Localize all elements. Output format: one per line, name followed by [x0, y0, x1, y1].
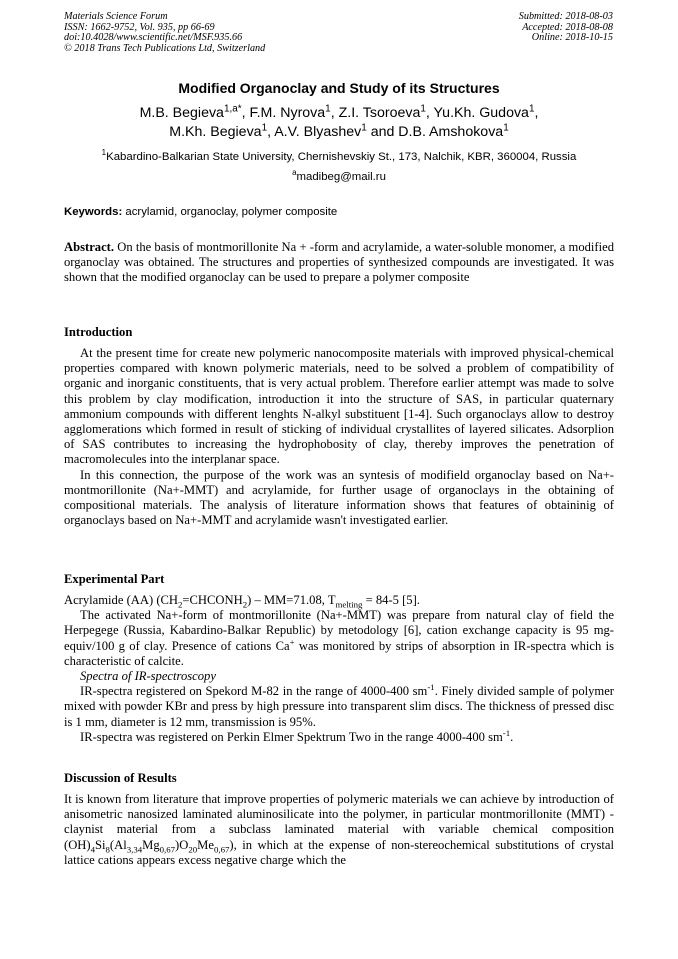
superscript: -1	[427, 682, 435, 693]
author-name: and D.B. Amshokova	[366, 124, 504, 140]
author-sup: 1	[503, 122, 509, 134]
introduction-paragraph-2: In this connection, the purpose of the work was an syntesis of modifield organoclay based on Na+-montmorillonite (Na+-MMT) and acrylamide, for further usage of organoclays in the obtaining of compositional materials. The analysis of literature information shows that features of obtaininig of organoclays based on Na+-MMT and acrylamide wasn't investigated earlier.	[64, 467, 614, 528]
affiliation-sup: 1	[101, 148, 107, 158]
author-sup: 1,a*	[223, 103, 242, 115]
affiliation-text: Kabardino-Balkarian State University, Chernishevskiy St., 173, Nalchik, KBR, 360004, Russia	[106, 151, 577, 163]
text-run: ), in which at the expense of non-stereochemical substitutions of crystal lattice cations appears excess negative charge which the	[64, 837, 614, 867]
paper-title: Modified Organoclay and Study of its Structures	[178, 80, 500, 96]
introduction-heading: Introduction	[64, 325, 133, 339]
author-sup: 1	[325, 103, 331, 115]
author-separator: ,	[534, 105, 539, 121]
subscript: 2	[178, 599, 183, 610]
superscript: +	[289, 636, 295, 647]
affiliation	[40, 148, 638, 163]
ir-paragraph-2	[64, 727, 614, 745]
author-sup: 1	[528, 103, 535, 115]
text-run: Mg	[142, 837, 160, 852]
author-sup: 1	[261, 122, 268, 134]
text-run: ) – MM=71.08, T	[247, 593, 336, 607]
author-name: M.Kh. Begieva	[169, 124, 262, 140]
discussion-paragraph	[64, 792, 614, 868]
author-name: M.B. Begieva	[139, 105, 224, 121]
abstract-text: On the basis of montmorillonite Na + -form and acrylamide, a water-soluble monomer, a modified organoclay was obtained. The structures and properties of synthesized compounds are investigated. It was shown that the modified organoclay can be used to prepare a polymer composite	[64, 240, 614, 285]
experimental-body	[64, 593, 614, 745]
text-run: = 84-5 [5].	[362, 593, 420, 607]
text-run: It is known from literature that improve properties of polymeric materials we can achieve by introduction of anisometric nanosized laminated aluminosilicate into the polymer, in particular montmorillonite (MMT) - claynist material from a subclass laminated material with variable chemical composition (OH)	[64, 792, 614, 852]
subscript: melting	[335, 599, 363, 610]
keywords-label: Keywords:	[64, 206, 123, 218]
experimental-heading: Experimental Part	[64, 572, 165, 586]
discussion-body	[64, 792, 614, 868]
acrylamide-line	[64, 593, 614, 608]
doi-line: doi:10.4028/www.scientific.net/MSF.935.66	[64, 32, 243, 44]
subscript: 0,67	[159, 844, 176, 855]
keywords	[64, 206, 616, 218]
discussion-heading: Discussion of Results	[64, 771, 177, 785]
author-email	[40, 168, 638, 183]
author-list	[40, 104, 638, 142]
introduction-body	[64, 346, 614, 528]
text-run: IR-spectra registered on Spekord M-82 in the range of 4000-400 sm	[80, 684, 428, 699]
ir-paragraph-1	[64, 684, 614, 730]
journal-name: Materials Science Forum	[64, 11, 168, 22]
text-run: was monitored by strips of absorption in IR-spectra which is characteristic of calcite.	[64, 638, 614, 668]
author-sup: 1	[361, 122, 367, 134]
email-sup: a	[292, 168, 297, 178]
author-name: , F.M. Nyrova	[241, 105, 326, 121]
online-date: Online: 2018-10-15	[531, 32, 613, 44]
text-run: .	[510, 729, 514, 744]
author-sup: 1	[420, 103, 426, 115]
text-run: Me	[197, 837, 214, 852]
subscript: 8	[105, 844, 110, 855]
accepted-date: Accepted: 2018-08-08	[522, 21, 613, 33]
abstract-label: Abstract.	[64, 240, 115, 254]
submitted-date: Submitted: 2018-08-03	[518, 11, 613, 22]
journal-info	[64, 12, 265, 54]
abstract	[64, 240, 614, 286]
text-run: . Finely divided sample of polymer mixed with powder KBr and press by high pressure into transparent slim discs. The thickness of pressed disc is 1 mm, diameter is 12 mm, transmission is 95%.	[64, 684, 614, 729]
ir-subheading: Spectra of IR-spectroscopy	[80, 669, 216, 684]
text-run: =CHCONH	[182, 593, 243, 607]
text-run: )O	[175, 837, 189, 852]
author-name: , Z.I. Tsoroeva	[330, 105, 421, 121]
keywords-text: acrylamid, organoclay, polymer composite	[122, 206, 338, 218]
subscript: 20	[188, 844, 198, 855]
text-run: Acrylamide (AA) (CH	[64, 593, 179, 607]
subscript: 0,67	[213, 844, 230, 855]
subscript: 4	[90, 844, 95, 855]
subscript: 2	[242, 599, 248, 610]
text-run: Si	[94, 837, 106, 852]
subscript: 3,34	[126, 844, 143, 855]
superscript: -1	[502, 727, 511, 738]
text-run: (Al	[109, 837, 127, 852]
issn-line: ISSN: 1662-9752, Vol. 935, pp 66-69	[64, 21, 215, 33]
activation-paragraph	[64, 608, 614, 669]
introduction-paragraph-1: At the present time for create new polymeric nanocomposite materials with improved physical-chemical properties compared with known polymeric materials, need to be solved a problem of compatibility of organic and inorganic constituents, that is very actual problem. Therefore earlier attempt was made to solve this problem by clay modification, introduction it into the structure of SAS, in particular quaternary ammonium compounds with different lenghts N-alkyl substituent [1-4]. Such organoclays allow to destroy agglomerations which formed in result of sticking of individual crystallites of layered silicates. Adsorplion of SAS contributes to increasing the hydrophobosity of clay, thereby improves the penetration of macromolecules into the interplanar space.	[64, 346, 614, 467]
author-name: , Yu.Kh. Gudova	[425, 105, 529, 121]
email-text: madibeg@mail.ru	[296, 171, 386, 183]
text-run: IR-spectra was registered on Perkin Elmer Spektrum Two in the range 4000-400 sm	[80, 729, 503, 744]
text-run: The activated Na+-form of montmorillonite (Na+-MMT) was prepare from natural clay of field the Herpegege (Russia, Kabardino-Balkar Republic) by metodology [6], cation exchange capacity is 95 mg-equiv/100 g of clay. Presence of cations Ca	[64, 608, 614, 653]
submission-dates	[519, 12, 613, 44]
author-name: , A.V. Blyashev	[267, 124, 362, 140]
copyright-line: © 2018 Trans Tech Publications Ltd, Switzerland	[64, 42, 266, 54]
